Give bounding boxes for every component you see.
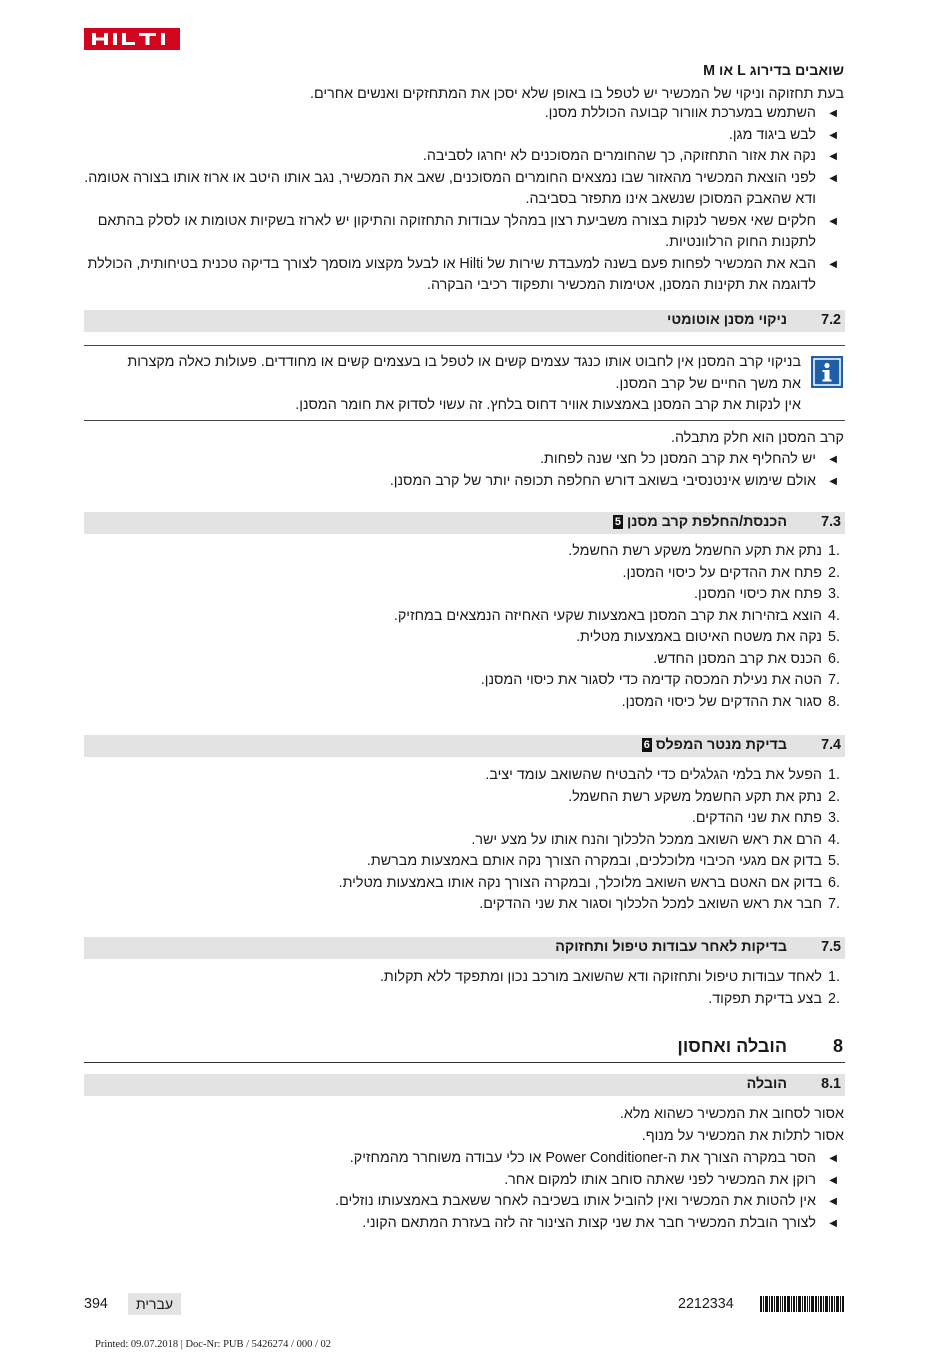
chapter-heading-8: [84, 1036, 845, 1063]
list-item: 8. סגור את ההדקים של כיסוי המסנן.: [621, 693, 840, 710]
bullet-triangle-icon: ◀: [829, 1174, 837, 1186]
section-title: בדיקת מנטר המפלס 6: [643, 737, 787, 753]
section-number: 7.3: [821, 514, 841, 530]
note-line: אין לנקות את קרב המסנן באמצעות אוויר דחוס בלחץ. זה עשוי לסדוק את חומר המסנן.: [295, 397, 801, 413]
list-item: ◀ אין להטות את המכשיר ואין להוביל אותו בשכיבה לאחר ששאבת באמצעותו נוזלים.: [84, 1191, 844, 1213]
section-bar-7-4: [84, 735, 845, 757]
list-item: ◀ לבש ביגוד מגן.: [84, 125, 844, 147]
section-title: בדיקות לאחר עבודות טיפול ותחזוקה: [555, 939, 787, 955]
list-item: 1. נתק את תקע החשמל משקע רשת החשמל.: [568, 543, 840, 559]
list-item: 1. הפעל את בלמי הגלגלים כדי להבטיח שהשואב עומד יציב.: [485, 767, 840, 783]
list-item: 1. לאחד עבודות טיפול ותחזוקה ודא שהשואב מורכב נכון ומתפקד ללא תקלות.: [379, 969, 840, 985]
list-item: 7. חבר את ראש השואב למכל הלכלוך וסגור את שני ההדקים.: [479, 896, 840, 912]
section-title: ניקוי מסנן אוטומטי: [667, 312, 787, 328]
document-number: 2212334: [678, 1296, 734, 1312]
bullet-triangle-icon: ◀: [829, 108, 837, 119]
list-item: 3. פתח את שני ההדקים.: [691, 810, 840, 826]
post-maintenance-steps: [84, 967, 850, 1010]
transport-bullet-list: [84, 1148, 844, 1234]
transport-line: אסור לסחוב את המכשיר כשהוא מלא.: [619, 1106, 844, 1122]
info-note: [84, 345, 845, 421]
list-item: ◀ אולם שימוש אינטנסיבי בשואב דורש החלפה תכופה יותר של קרב המסנן.: [84, 471, 844, 493]
list-item: ◀ הסר במקרה הצורך את ה-Power Conditioner או כלי עבודה משוחרר מהמחזיק.: [84, 1148, 844, 1170]
section-bar-7-3: [84, 512, 845, 534]
section-number: 7.5: [821, 939, 841, 955]
vacuum-bullet-list: [84, 103, 844, 297]
level-monitor-steps: [84, 765, 850, 916]
transport-line: אסור לתלות את המכשיר על מנוף.: [641, 1128, 844, 1144]
note-text: [84, 352, 801, 417]
bullet-triangle-icon: ◀: [829, 1196, 837, 1207]
bullet-triangle-icon: ◀: [829, 129, 837, 141]
vacuum-class-heading: שואבים בדירוג L או M: [703, 63, 844, 79]
section-title: הכנסת/החלפת קרב מסנן 5: [614, 514, 787, 530]
list-item: ◀ נקה את אזור התחזוקה, כך שהחומרים המסוכנים לא יחרגו לסביבה.: [84, 146, 844, 168]
list-item: 2. נתק את תקע החשמל משקע רשת החשמל.: [568, 788, 840, 805]
section-title: הובלה: [746, 1076, 787, 1092]
bullet-triangle-icon: ◀: [829, 454, 837, 465]
filter-change-steps: [84, 541, 850, 713]
list-item: ◀ לפני הוצאת המכשיר מהאזור שבו נמצאים החומרים המסוכנים, שאב את המכשיר, נגב אותו היטב או ארוז אותו בצורה אטומה. ודא שהאבק המסוכן שנשאב אינו מתפזר בסביבה.: [84, 169, 837, 207]
figure-ref-badge: 6: [643, 739, 650, 751]
bullet-triangle-icon: ◀: [829, 1217, 837, 1229]
hilti-logo-mark: [84, 28, 180, 50]
barcode: [760, 1296, 845, 1312]
filter-bullet-list: [84, 449, 844, 492]
filter-wear-intro: קרב המסנן הוא חלק מתבלה.: [671, 430, 844, 446]
bullet-triangle-icon: ◀: [829, 151, 837, 162]
section-bar-7-5: [84, 937, 845, 959]
bullet-triangle-icon: ◀: [829, 215, 837, 227]
hilti-logo: [84, 28, 180, 50]
list-item: 5. נקה את משטח האיטום באמצעות מטלית.: [576, 629, 840, 645]
list-item: ◀ השתמש במערכת אוורור קבועה הכוללת מסנן.: [84, 103, 844, 125]
list-item: 6. בדוק אם האטם בראש השואב מלוכלך, ובמקרה הצורך נקה אותו באמצעות מטלית.: [338, 874, 840, 891]
bullet-triangle-icon: ◀: [829, 258, 837, 270]
section-number: 8.1: [821, 1076, 841, 1092]
list-item: 4. הוצא בזהירות את קרב המסנן באמצעות שקעי האחיזה הנמצאים במחזיק.: [393, 607, 840, 624]
print-info: Printed: 09.07.2018 | Doc-Nr: PUB / 5426274 / 000 / 02: [95, 1339, 332, 1350]
chapter-title: הובלה ואחסון: [677, 1036, 787, 1056]
note-line: בניקוי קרב המסנן אין לחבוט אותו כנגד עצמים קשים או לטפל בו בעצמים קשים או מחודדים. פעולות כאלה מקצרות: [127, 354, 801, 370]
language-label: עברית: [128, 1293, 181, 1315]
figure-ref-badge: 5: [614, 516, 621, 528]
section-bar-7-2: [84, 310, 845, 332]
list-item: ◀ רוקן את המכשיר לפני שאתה סוחב אותו למקום אחר.: [84, 1170, 844, 1192]
vacuum-intro: בעת תחזוקה וניקוי של המכשיר יש לטפל בו באופן שלא יסכן את המתחזקים ואנשים אחרים.: [310, 86, 844, 102]
bullet-triangle-icon: ◀: [829, 1153, 837, 1164]
list-item: 7. הטה את נעילת המכסה קדימה כדי לסגור את כיסוי המסנן.: [480, 672, 840, 688]
list-item: ◀ יש להחליף את קרב המסנן כל חצי שנה לפחות.: [84, 449, 844, 471]
section-number: 7.2: [821, 312, 841, 328]
list-item: 6. הכנס את קרב המסנן החדש.: [653, 650, 840, 667]
section-bar-8-1: [84, 1074, 845, 1096]
list-item: 4. הרם את ראש השואב ממכל הלכלוך והנח אותו על מצע ישר.: [471, 831, 840, 848]
list-item: 2. בצע בדיקת תפקוד.: [708, 990, 840, 1007]
list-item: 5. בדוק אם מגעי הכיבוי מלוכלכים, ובמקרה הצורך נקה אותם באמצעות מברשת.: [366, 853, 840, 869]
list-item: 3. פתח את כיסוי המסנן.: [693, 586, 840, 602]
barcode-graphic: [760, 1296, 845, 1312]
chapter-number: 8: [832, 1036, 843, 1056]
note-line: את משך החיים של קרב המסנן.: [615, 375, 801, 392]
bullet-triangle-icon: ◀: [829, 475, 837, 487]
page-number: 394: [84, 1296, 108, 1312]
bullet-triangle-icon: ◀: [829, 172, 837, 184]
list-item: ◀ הבא את המכשיר לפחות פעם בשנה למעבדת שירות של Hilti או לבעל מקצוע מוסמך לצורך בדיקה טכנית בטיחותית, הכוללת לדוגמה את תקינות המסנן, אטימות המכשיר ותפקוד רכיבי הבקרה.: [87, 255, 837, 293]
info-icon: [811, 356, 843, 388]
list-item: ◀ חלקים שאי אפשר לנקות בצורה משביעת רצון במהלך עבודות התחזוקה והתיקון יש לארוז בשקיות אטומות או לסלק בהתאם לתקנות החוק הרלוונטיות.: [97, 212, 837, 250]
section-number: 7.4: [821, 737, 841, 753]
list-item: 2. פתח את ההדקים על כיסוי המסנן.: [622, 564, 840, 581]
list-item: ◀ לצורך הובלת המכשיר חבר את שני קצות הצינור זה לזה בעזרת המתאם הקוני.: [84, 1213, 844, 1235]
